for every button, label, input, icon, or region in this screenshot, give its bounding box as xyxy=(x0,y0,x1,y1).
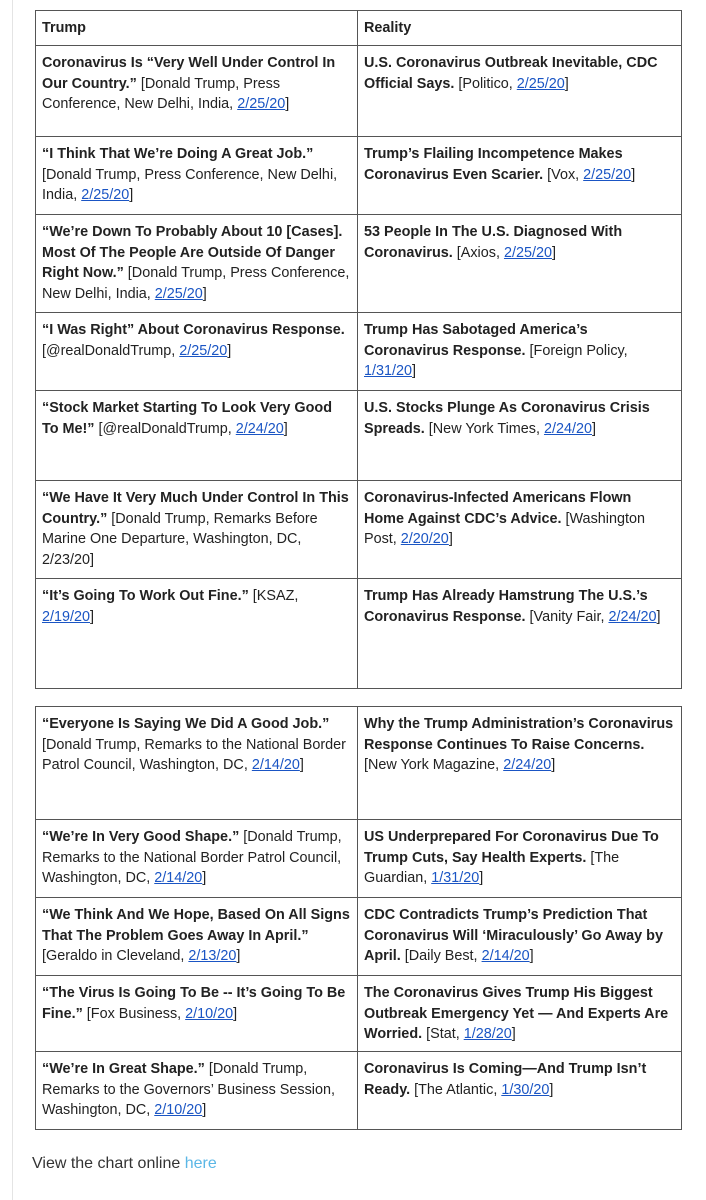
source-date-link[interactable]: 1/30/20 xyxy=(501,1081,550,1098)
reality-headline: U.S. Stocks Plunge As Coronavirus Crisis Spreads. xyxy=(364,400,650,437)
table-row xyxy=(36,707,682,820)
source-text: [Daily Best, xyxy=(400,948,482,965)
close-bracket: ] xyxy=(551,244,556,261)
source-date-link[interactable]: 2/25/20 xyxy=(81,187,130,204)
footer-text: View the chart online xyxy=(32,1155,185,1172)
trump-cell xyxy=(36,898,358,976)
trump-quote: “I Think That We’re Doing A Great Job.” xyxy=(42,146,314,162)
table-row xyxy=(36,391,682,481)
source-date-link[interactable]: 2/14/20 xyxy=(251,757,300,774)
source-text: [The Atlantic, xyxy=(410,1081,502,1098)
source-date-link[interactable]: 2/25/20 xyxy=(583,166,632,183)
source-text: [KSAZ, xyxy=(248,588,299,604)
close-bracket: ] xyxy=(631,166,636,183)
trump-cell xyxy=(36,820,358,898)
source-date-link[interactable]: 2/14/20 xyxy=(154,870,203,887)
reality-cell xyxy=(358,215,682,313)
trump-cell xyxy=(36,313,358,391)
reality-headline: Trump Has Already Hamstrung The U.S.’s Coronavirus Response. xyxy=(364,588,648,625)
header-trump: Trump xyxy=(36,11,358,46)
source-date-link[interactable]: 1/28/20 xyxy=(463,1026,512,1043)
trump-cell xyxy=(36,215,358,313)
source-date-link[interactable]: 2/19/20 xyxy=(42,608,91,625)
source-date-link[interactable]: 2/24/20 xyxy=(608,608,657,625)
close-bracket: ] xyxy=(549,1081,554,1098)
view-chart-online-link[interactable]: here xyxy=(184,1155,217,1172)
trump-quote: “Stock Market Starting To Look Very Good To Me!” xyxy=(42,400,332,437)
reality-cell xyxy=(358,707,682,820)
trump-cell xyxy=(36,137,358,215)
reality-cell xyxy=(358,820,682,898)
trump-cell xyxy=(36,579,358,689)
comparison-table-2 xyxy=(35,706,682,1130)
source-date-link[interactable]: 2/13/20 xyxy=(188,948,237,965)
table-row xyxy=(36,46,682,137)
source-date-link[interactable]: 2/25/20 xyxy=(154,286,203,303)
close-bracket: ] xyxy=(202,870,207,887)
source-text: [Donald Trump, Remarks to the Governors’ Business Session, Washington, DC, xyxy=(42,1061,335,1119)
source-text: [Politico, xyxy=(454,75,517,92)
source-text: [Donald Trump, Remarks Before Marine One Departure, Washington, DC, 2/23/20] xyxy=(42,510,318,569)
reality-cell xyxy=(358,1052,682,1130)
reality-cell xyxy=(358,579,682,689)
reality-headline: The Coronavirus Gives Trump His Biggest Outbreak Emergency Yet — And Experts Are Worried. xyxy=(364,985,669,1043)
close-bracket: ] xyxy=(448,531,453,548)
reality-headline: Coronavirus-Infected Americans Flown Home Against CDC’s Advice. xyxy=(364,490,632,527)
reality-headline: U.S. Coronavirus Outbreak Inevitable, CDC Official Says. xyxy=(364,55,658,92)
table-header-row xyxy=(36,11,682,46)
close-bracket: ] xyxy=(233,1005,238,1022)
source-date-link[interactable]: 2/14/20 xyxy=(481,948,530,965)
reality-cell xyxy=(358,976,682,1052)
source-text: [@realDonaldTrump, xyxy=(94,420,236,437)
source-date-link[interactable]: 2/24/20 xyxy=(235,420,284,437)
reality-headline: Why the Trump Administration’s Coronavirus Response Continues To Raise Concerns. xyxy=(364,716,674,753)
reality-cell xyxy=(358,137,682,215)
source-text: [Stat, xyxy=(422,1026,464,1043)
reality-headline: Trump’s Flailing Incompetence Makes Coronavirus Even Scarier. xyxy=(364,146,623,183)
trump-quote: “We’re In Great Shape.” xyxy=(42,1061,205,1077)
source-text: [Geraldo in Cleveland, xyxy=(42,948,189,965)
left-margin-line xyxy=(12,0,13,1200)
table-row xyxy=(36,313,682,391)
source-date-link[interactable]: 2/10/20 xyxy=(185,1005,234,1022)
close-bracket: ] xyxy=(564,75,569,92)
source-text: [New York Magazine, xyxy=(364,757,504,774)
table-row xyxy=(36,481,682,579)
trump-cell xyxy=(36,1052,358,1130)
source-date-link[interactable]: 2/25/20 xyxy=(179,342,228,359)
source-date-link[interactable]: 1/31/20 xyxy=(364,363,413,380)
header-reality: Reality xyxy=(358,11,682,46)
comparison-table-1 xyxy=(35,10,682,689)
source-text: [Vox, xyxy=(543,166,584,183)
reality-cell xyxy=(358,391,682,481)
trump-quote: Coronavirus Is “Very Well Under Control In Our Country.” xyxy=(42,55,336,92)
table-row xyxy=(36,898,682,976)
source-text: [Donald Trump, Remarks to the National Border Patrol Council, Washington, DC, xyxy=(42,829,342,887)
reality-cell xyxy=(358,898,682,976)
source-date-link[interactable]: 2/25/20 xyxy=(516,75,565,92)
reality-headline: CDC Contradicts Trump’s Prediction That Coronavirus Will ‘Miraculously’ Go Away by April. xyxy=(364,907,663,965)
close-bracket: ] xyxy=(227,342,232,359)
trump-quote: “We Think And We Hope, Based On All Signs That The Problem Goes Away In April.” xyxy=(42,907,350,944)
reality-headline: Trump Has Sabotaged America’s Coronavirus Response. xyxy=(364,322,588,359)
source-text: [@realDonaldTrump, xyxy=(42,342,180,359)
table-row xyxy=(36,215,682,313)
trump-quote: “We Have It Very Much Under Control In This Country.” xyxy=(42,490,349,527)
source-date-link[interactable]: 2/24/20 xyxy=(543,420,592,437)
close-bracket: ] xyxy=(591,420,596,437)
source-text: [Axios, xyxy=(452,244,504,261)
trump-quote: “The Virus Is Going To Be -- It’s Going To Be Fine.” xyxy=(42,985,346,1022)
source-date-link[interactable]: 2/20/20 xyxy=(400,531,449,548)
close-bracket: ] xyxy=(285,96,290,113)
trump-cell xyxy=(36,707,358,820)
close-bracket: ] xyxy=(299,757,304,774)
trump-quote: “It’s Going To Work Out Fine.” xyxy=(42,588,249,604)
source-date-link[interactable]: 2/25/20 xyxy=(237,96,286,113)
close-bracket: ] xyxy=(129,187,134,204)
close-bracket: ] xyxy=(656,608,661,625)
source-text: [The Guardian, xyxy=(364,849,620,887)
source-text: [Donald Trump, Remarks to the National Border Patrol Council, Washington, DC, xyxy=(42,736,346,774)
trump-quote: “I Was Right” About Coronavirus Response. xyxy=(42,322,345,338)
source-text: [Donald Trump, Press Conference, New Delhi, India, xyxy=(42,166,338,204)
close-bracket: ] xyxy=(412,363,417,380)
trump-cell xyxy=(36,976,358,1052)
table-row xyxy=(36,1052,682,1130)
source-date-link[interactable]: 2/25/20 xyxy=(503,244,552,261)
source-text: [Donald Trump, Press Conference, New Delhi, India, xyxy=(42,265,350,303)
source-date-link[interactable]: 2/10/20 xyxy=(154,1102,203,1119)
source-text: [Fox Business, xyxy=(82,1005,186,1022)
trump-cell xyxy=(36,391,358,481)
close-bracket: ] xyxy=(511,1026,516,1043)
source-text: [Washington Post, xyxy=(364,510,645,548)
table-row xyxy=(36,579,682,689)
reality-headline: 53 People In The U.S. Diagnosed With Coronavirus. xyxy=(364,224,623,261)
source-text: [Donald Trump, Press Conference, New Delhi, India, xyxy=(42,75,281,113)
source-date-link[interactable]: 2/24/20 xyxy=(503,757,552,774)
source-text: [Foreign Policy, xyxy=(525,342,628,359)
close-bracket: ] xyxy=(202,286,207,303)
reality-headline: Coronavirus Is Coming—And Trump Isn’t Ready. xyxy=(364,1061,647,1098)
trump-cell xyxy=(36,481,358,579)
close-bracket: ] xyxy=(551,757,556,774)
reality-cell xyxy=(358,46,682,137)
source-text: [Vanity Fair, xyxy=(525,608,609,625)
close-bracket: ] xyxy=(236,948,241,965)
reality-cell xyxy=(358,481,682,579)
table-row xyxy=(36,976,682,1052)
source-text: [New York Times, xyxy=(424,420,544,437)
close-bracket: ] xyxy=(202,1102,207,1119)
close-bracket: ] xyxy=(529,948,534,965)
source-date-link[interactable]: 1/31/20 xyxy=(431,870,480,887)
trump-quote: “Everyone Is Saying We Did A Good Job.” xyxy=(42,716,330,732)
reality-headline: US Underprepared For Coronavirus Due To Trump Cuts, Say Health Experts. xyxy=(364,829,659,866)
reality-cell xyxy=(358,313,682,391)
trump-quote: “We’re Down To Probably About 10 [Cases]. Most Of The People Are Outside Of Danger Right Now.” xyxy=(42,224,343,282)
close-bracket: ] xyxy=(479,870,484,887)
table-row xyxy=(36,137,682,215)
table-row xyxy=(36,820,682,898)
trump-quote: “We’re In Very Good Shape.” xyxy=(42,829,240,845)
trump-cell xyxy=(36,46,358,137)
close-bracket: ] xyxy=(283,420,288,437)
close-bracket: ] xyxy=(90,608,95,625)
footer xyxy=(32,1155,217,1173)
